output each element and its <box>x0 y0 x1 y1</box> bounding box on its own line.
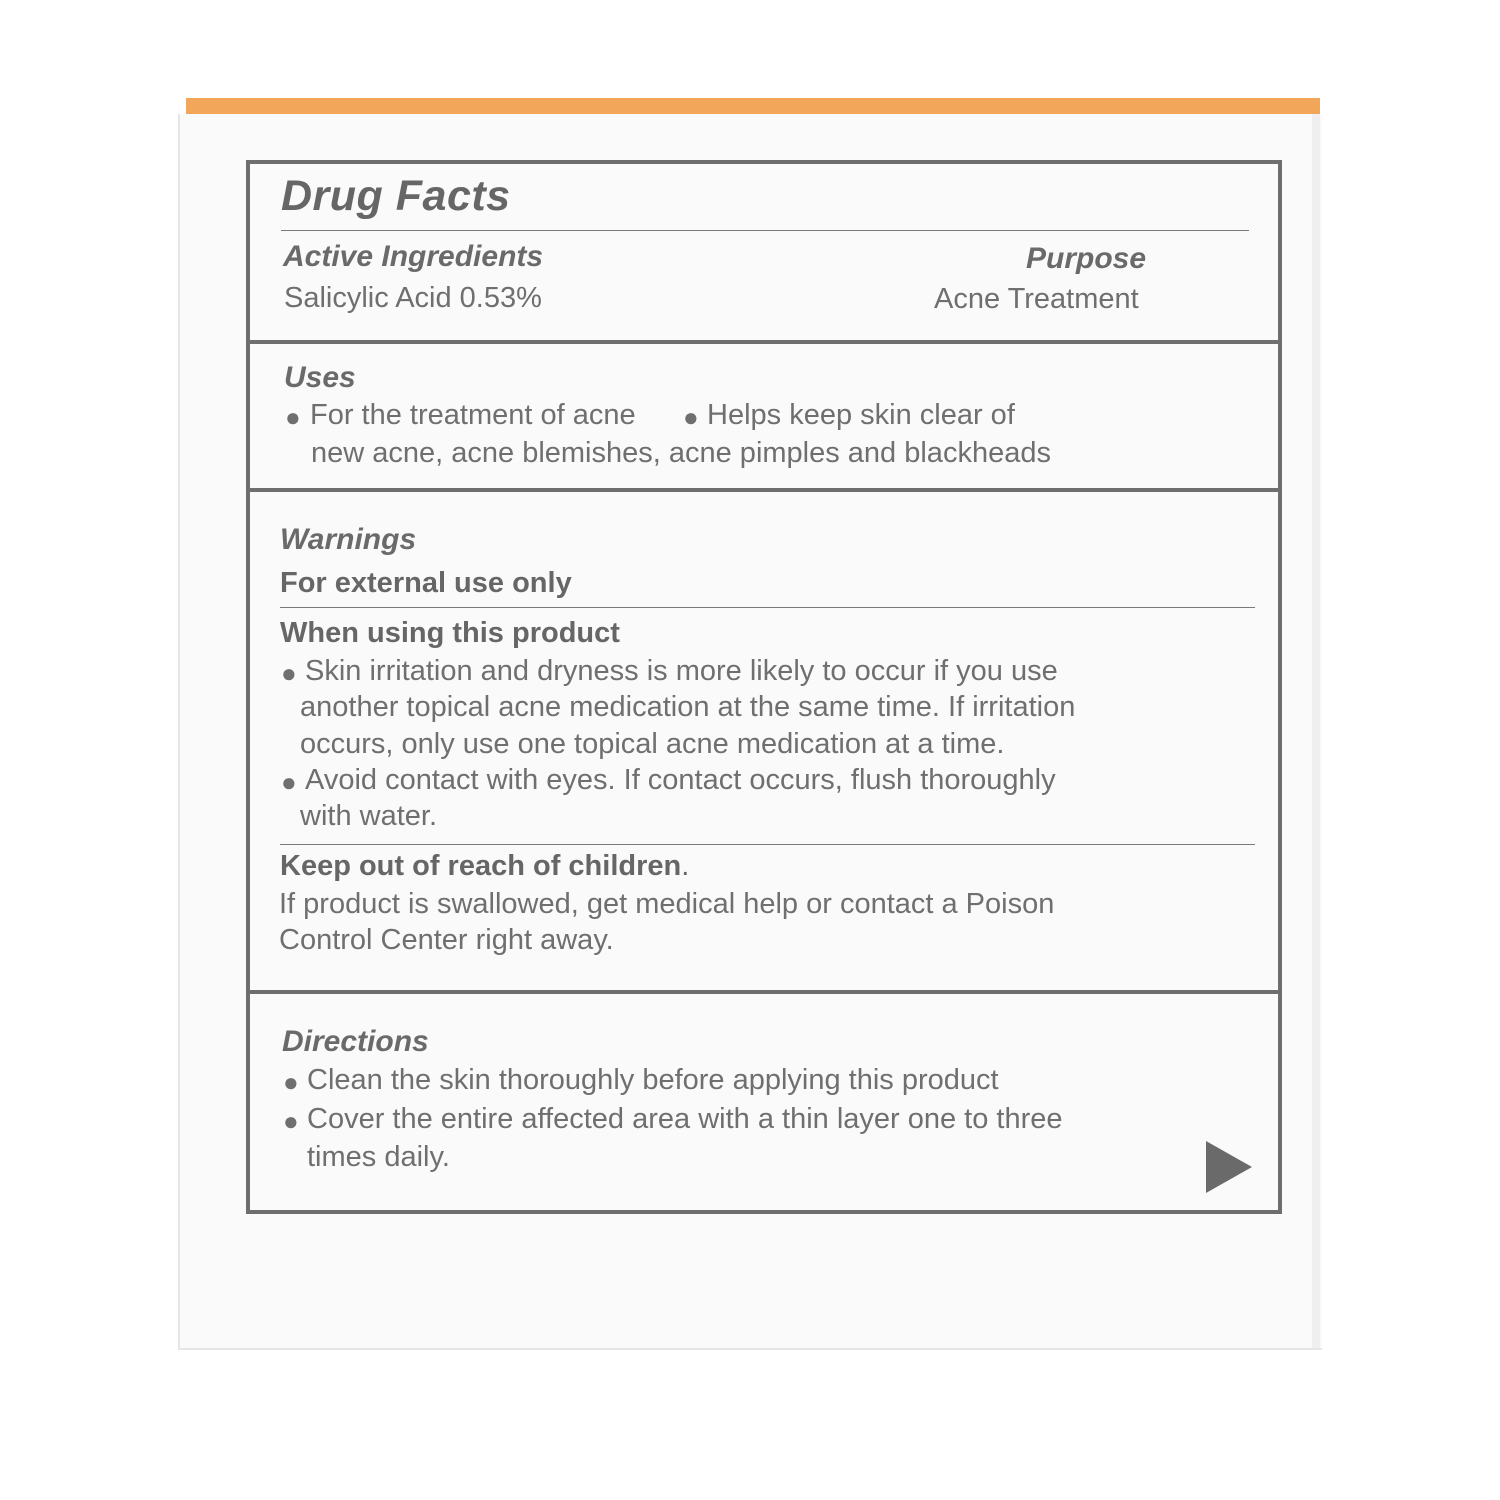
bullet-icon: ● <box>281 767 297 797</box>
bullet-icon: ● <box>683 402 699 432</box>
external-use-heading: For external use only <box>280 567 572 599</box>
directions-line: times daily. <box>307 1141 450 1173</box>
bullet-icon: ● <box>283 1067 299 1097</box>
drug-facts-title: Drug Facts <box>281 172 511 220</box>
when-using-heading: When using this product <box>280 617 620 649</box>
purpose-value: Acne Treatment <box>934 283 1139 315</box>
bullet-icon: ● <box>285 402 301 432</box>
active-ingredient-value: Salicylic Acid 0.53% <box>284 282 542 314</box>
keep-out-period: . <box>681 850 690 882</box>
warning-line: occurs, only use one topical acne medication at a time. <box>300 728 1005 760</box>
active-ingredients-heading: Active Ingredients <box>283 240 544 273</box>
bullet-icon: ● <box>283 1106 299 1136</box>
uses-item: For the treatment of acne <box>310 399 636 431</box>
purpose-heading: Purpose <box>1026 242 1147 275</box>
warning-line: Skin irritation and dryness is more likely to occur if you use <box>305 655 1058 687</box>
section-divider <box>250 340 1278 344</box>
swallowed-line: Control Center right away. <box>279 924 614 956</box>
directions-heading: Directions <box>282 1025 429 1058</box>
section-divider <box>250 990 1278 994</box>
keep-out-heading <box>280 850 689 883</box>
section-divider <box>250 488 1278 492</box>
warning-line: another topical acne medication at the same time. If irritation <box>300 691 1076 723</box>
title-rule <box>281 230 1249 231</box>
warnings-rule <box>280 607 1255 608</box>
uses-item-continued: new acne, acne blemishes, acne pimples and blackheads <box>311 437 1051 469</box>
warnings-heading: Warnings <box>280 523 417 556</box>
warnings-rule <box>280 844 1255 845</box>
triangle-right-icon <box>1206 1141 1252 1193</box>
keep-out-text: Keep out of reach of children <box>280 850 682 882</box>
directions-line: Cover the entire affected area with a thin layer one to three <box>307 1103 1063 1135</box>
directions-line: Clean the skin thoroughly before applying this product <box>307 1064 999 1096</box>
uses-item: Helps keep skin clear of <box>707 399 1015 431</box>
bullet-icon: ● <box>281 658 297 688</box>
swallowed-line: If product is swallowed, get medical help or contact a Poison <box>279 888 1055 920</box>
uses-heading: Uses <box>284 361 356 394</box>
warning-line: Avoid contact with eyes. If contact occurs, flush thoroughly <box>305 764 1056 796</box>
warning-line: with water. <box>300 800 437 832</box>
package-side-edge <box>1312 114 1320 1348</box>
